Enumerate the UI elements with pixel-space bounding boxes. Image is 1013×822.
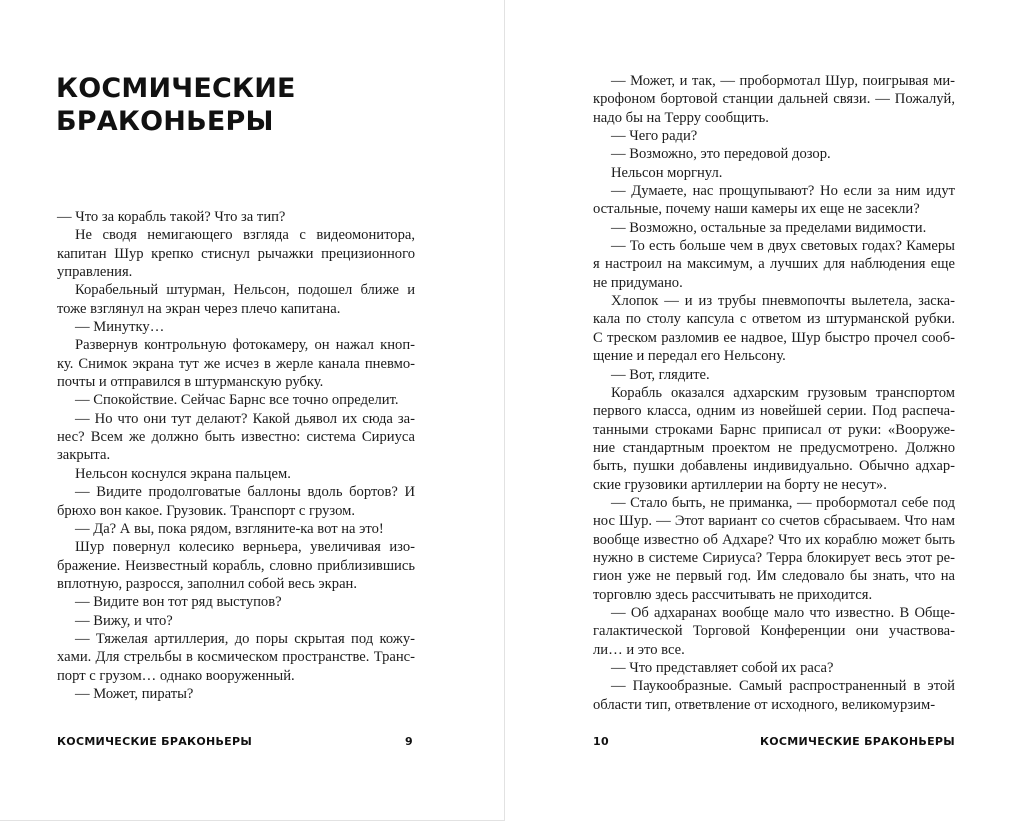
text-line: ку. Снимок экрана тут же исчез в жерле канала пневмо- (57, 355, 415, 372)
text-line: тоже взглянул на экран через плечо капитана. (57, 300, 341, 317)
paragraph (593, 494, 955, 604)
text-line: — Паукообразные. Самый распространенный в этой (611, 678, 955, 695)
paragraph (57, 685, 415, 703)
text-line: брюхо вон какое. Грузовик. Транспорт с грузом. (57, 502, 355, 519)
text-line: Развернув контрольную фотокамеру, он нажал кноп- (75, 337, 415, 354)
paragraph (57, 281, 415, 318)
text-line: закрыта. (57, 447, 111, 464)
text-line: Шур повернул колесико верньера, увеличивая изо- (75, 539, 415, 556)
text-line: почты и отправился в штурманскую рубку. (57, 374, 324, 391)
paragraph (593, 659, 955, 677)
text-line: — Спокойствие. Сейчас Барнс все точно определит. (75, 392, 399, 409)
text-line: — Видите продолговатые баллоны вдоль бортов? И (75, 484, 415, 501)
text-line: — Вижу, и что? (75, 612, 173, 629)
paragraph (57, 208, 415, 226)
text-line: я настроил на максимум, а лучших для наблюдения еще (593, 256, 955, 273)
text-line: порт с грузом… однако вооруженный. (57, 667, 295, 684)
text-line: — Чего ради? (611, 128, 698, 145)
text-line: гион уже не первый год. Им следовало бы знать, что на (593, 568, 955, 585)
text-line: Нельсон коснулся экрана пальцем. (75, 465, 291, 482)
text-line: кала по столу капсула с ответом из штурманской рубки. (593, 311, 955, 328)
text-line: — Да? А вы, пока рядом, взгляните-ка вот на это! (75, 520, 384, 537)
paragraph (57, 465, 415, 483)
text-line: ли… и это все. (593, 641, 685, 658)
paragraph (593, 384, 955, 494)
text-line: быть, пушки добавлены индивидуально. Обычно адхар- (593, 458, 955, 475)
page-number: 9 (405, 735, 413, 748)
text-line: — Тяжелая артиллерия, до поры скрытая под кожу- (75, 630, 415, 647)
text-line: надо бы на Терру сообщить. (593, 109, 769, 126)
text-line: танными строками Барнс приписал от руки: «Вооруже- (593, 421, 955, 438)
text-line: Нельсон моргнул. (611, 164, 723, 181)
text-line: бражение. Неизвестный корабль, словно приблизившись (57, 557, 415, 574)
text-line: — Об адхаранах вообще мало что известно. В Обще- (611, 604, 955, 621)
paragraph (57, 336, 415, 391)
text-line: Корабельный штурман, Нельсон, подошел ближе и (75, 282, 415, 299)
chapter-title-line: БРАКОНЬЕРЫ (56, 106, 274, 137)
text-line: области тип, ответвление от исходного, великомурзим- (593, 696, 936, 713)
paragraph (57, 630, 415, 685)
text-line: — Возможно, это передовой дозор. (611, 146, 831, 163)
right-page (505, 0, 1013, 820)
text-line: Не сводя немигающего взгляда с видеомонитора, (75, 227, 415, 244)
left-page-body (57, 208, 415, 703)
text-line: управления. (57, 264, 133, 281)
text-line: ние стандартным проектом не предусмотрено. Должно (593, 439, 955, 456)
text-line: Корабль оказался адхарским грузовым транспортом (611, 384, 955, 401)
text-line: хами. Для стрельбы в космическом пространстве. Транс- (57, 649, 415, 666)
text-line: капитан Шур крепко стиснул рычажки прецизионного (57, 245, 415, 262)
paragraph (593, 219, 955, 237)
text-line: — Стало быть, не приманка, — пробормотал себе под (611, 494, 955, 511)
text-line: не придумано. (593, 274, 683, 291)
text-line: — Думаете, нас прощупывают? Но если за ним идут (611, 183, 955, 200)
text-line: — Может, пираты? (75, 685, 194, 702)
chapter-title-line: КОСМИЧЕСКИЕ (56, 73, 296, 104)
paragraph (57, 483, 415, 520)
paragraph (593, 237, 955, 292)
text-line: ские грузовики артиллерии на борту не несут». (593, 476, 887, 493)
text-line: — Но что они тут делают? Какой дьявол их сюда за- (75, 410, 415, 427)
paragraph (57, 318, 415, 336)
paragraph (57, 538, 415, 593)
text-line: — Минутку… (75, 319, 165, 336)
paragraph (57, 410, 415, 465)
text-line: — Видите вон тот ряд выступов? (75, 594, 282, 611)
text-line: — Может, и так, — пробормотал Шур, поигрывая ми- (611, 73, 955, 89)
paragraph (593, 145, 955, 163)
text-line: щение и передал его Нельсону. (593, 348, 786, 365)
paragraph (593, 72, 955, 127)
text-line: — Что представляет собой их раса? (611, 660, 834, 676)
text-line: крофоном бортовой станции дальней связи. — Пожалуй, (593, 91, 955, 108)
page-number: 10 (593, 735, 609, 748)
paragraph (57, 520, 415, 538)
text-line: галактической Торговой Конференции они участвова- (593, 623, 955, 640)
paragraph (593, 604, 955, 659)
text-line: — Что за корабль такой? Что за тип? (57, 209, 286, 225)
text-line: нес? Всем же должно быть известно: система Сириуса (57, 429, 415, 446)
text-line: С треском разломив ее надвое, Шур быстро прочел сооб- (593, 329, 955, 346)
text-line: Хлопок — и из трубы пневмопочты вылетела, заска- (611, 293, 955, 310)
text-line: вообще известно об Адхаре? Что их кораблю может быть (593, 531, 955, 548)
running-footer-title: КОСМИЧЕСКИЕ БРАКОНЬЕРЫ (759, 735, 955, 748)
text-line: первого класса, одним из новейшей серии. Под распеча- (593, 403, 955, 420)
paragraph (593, 127, 955, 145)
text-line: — То есть больше чем в двух световых годах? Камеры (611, 238, 955, 255)
paragraph (593, 366, 955, 384)
text-line: вплотную, разросся, заполнил собой весь экран. (57, 575, 357, 592)
paragraph (593, 292, 955, 365)
text-line: торговлю здесь рассчитывать не приходится. (593, 586, 873, 603)
paragraph (57, 226, 415, 281)
text-line: нос Шур. — Этот вариант со счетов сбрасываем. Что нам (593, 513, 955, 530)
paragraph (593, 164, 955, 182)
paragraph (57, 391, 415, 409)
left-page (0, 0, 505, 821)
paragraph (57, 612, 415, 630)
paragraph (593, 182, 955, 219)
paragraph (593, 677, 955, 714)
text-line: нужно в системе Сириуса? Терра блокирует весь этот ре- (593, 549, 955, 566)
paragraph (57, 593, 415, 611)
right-page-body (593, 72, 955, 714)
text-line: — Вот, глядите. (611, 366, 710, 383)
running-footer-title: КОСМИЧЕСКИЕ БРАКОНЬЕРЫ (57, 735, 253, 748)
text-line: остальные, почему наши камеры их еще не засекли? (593, 201, 920, 218)
text-line: — Возможно, остальные за пределами видимости. (611, 219, 927, 236)
chapter-title (56, 72, 296, 138)
